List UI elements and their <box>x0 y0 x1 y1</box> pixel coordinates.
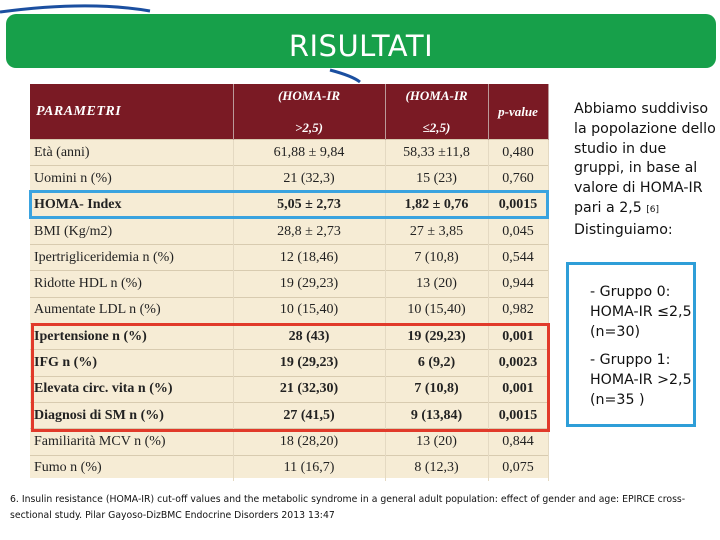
row-group1-value: 18 (28,20) <box>233 429 385 455</box>
row-group1-value: 61,88 ± 9,84 <box>233 140 385 166</box>
row-pvalue: 0,0023 <box>488 350 548 376</box>
row-pvalue: 0,480 <box>488 140 548 166</box>
row-parametro: Diagnosi di SM n (%) <box>30 402 233 428</box>
row-group0-value: 10 (15,40) <box>385 297 488 323</box>
reference-marker: [6] <box>646 204 660 215</box>
table-row <box>30 429 548 455</box>
row-group0-value: 58,33 ±11,8 <box>385 140 488 166</box>
table-row <box>30 245 548 271</box>
side-description-main: Abbiamo suddiviso la popolazione dello studio in due gruppi, in base al valore di HOMA-IR pari a 2,5 <box>574 101 716 216</box>
side-description <box>574 100 720 241</box>
row-parametro: HOMA- Index <box>30 192 233 218</box>
row-group0-value: 15 (23) <box>385 166 488 192</box>
row-parametro: Aumentate LDL n (%) <box>30 297 233 323</box>
row-pvalue: 0,544 <box>488 245 548 271</box>
row-group1-value: 5,05 ± 2,73 <box>233 192 385 218</box>
row-pvalue: 0,0015 <box>488 402 548 428</box>
row-group0-value: 27 ± 3,85 <box>385 218 488 244</box>
table-row <box>30 297 548 323</box>
slide-title: RISULTATI <box>288 29 434 63</box>
table-row <box>30 271 548 297</box>
row-group1-value: 19 (29,23) <box>233 271 385 297</box>
row-parametro: IFG n (%) <box>30 350 233 376</box>
table-row <box>30 455 548 481</box>
row-pvalue: 0,844 <box>488 429 548 455</box>
header-group0: (HOMA-IR ≤2,5) <box>385 84 488 140</box>
row-pvalue: 0,0015 <box>488 192 548 218</box>
row-pvalue: 0,944 <box>488 271 548 297</box>
group0-definition: - Gruppo 0: HOMA-IR ≤2,5 (n=30) <box>590 284 692 340</box>
row-pvalue: 0,001 <box>488 376 548 402</box>
footnote-reference: 6. Insulin resistance (HOMA-IR) cut-off values and the metabolic syndrome in a general adult population: effect of gender and age: EPIRCE cross-sectional study. Pilar Gayoso-DizBMC Endocrine Disorders 2013 13:47 <box>10 494 686 521</box>
row-pvalue: 0,075 <box>488 455 548 481</box>
homa-row-highlight <box>29 190 549 219</box>
row-parametro: Uomini n (%) <box>30 166 233 192</box>
group-definitions <box>590 283 716 420</box>
row-group1-value: 28,8 ± 2,73 <box>233 218 385 244</box>
group1-definition: - Gruppo 1: HOMA-IR >2,5 (n=35 ) <box>590 352 692 408</box>
row-group0-value: 6 (9,2) <box>385 350 488 376</box>
row-pvalue: 0,001 <box>488 324 548 350</box>
distinguish-label: Distinguiamo: <box>574 221 673 238</box>
row-parametro: Ipertrigliceridemia n (%) <box>30 245 233 271</box>
row-parametro: BMI (Kg/m2) <box>30 218 233 244</box>
header-parametri: PARAMETRI <box>30 84 233 140</box>
table-header-row <box>30 84 548 140</box>
header-pvalue: p-value <box>488 84 548 140</box>
row-pvalue: 0,982 <box>488 297 548 323</box>
row-group1-value: 28 (43) <box>233 324 385 350</box>
row-parametro: Familiarità MCV n (%) <box>30 429 233 455</box>
row-group0-value: 9 (13,84) <box>385 402 488 428</box>
row-group0-value: 1,82 ± 0,76 <box>385 192 488 218</box>
row-parametro: Elevata circ. vita n (%) <box>30 376 233 402</box>
row-parametro: Età (anni) <box>30 140 233 166</box>
title-bar <box>6 14 716 68</box>
row-group0-value: 8 (12,3) <box>385 455 488 481</box>
row-group1-value: 12 (18,46) <box>233 245 385 271</box>
header-group1: (HOMA-IR >2,5) <box>233 84 385 140</box>
row-group1-value: 21 (32,30) <box>233 376 385 402</box>
row-group1-value: 10 (15,40) <box>233 297 385 323</box>
table-row <box>30 140 548 166</box>
row-group1-value: 27 (41,5) <box>233 402 385 428</box>
row-pvalue: 0,045 <box>488 218 548 244</box>
row-group0-value: 7 (10,8) <box>385 245 488 271</box>
row-group0-value: 7 (10,8) <box>385 376 488 402</box>
table-row <box>30 166 548 192</box>
row-parametro: Ipertensione n (%) <box>30 324 233 350</box>
row-parametro: Ridotte HDL n (%) <box>30 271 233 297</box>
row-group0-value: 13 (20) <box>385 429 488 455</box>
row-group0-value: 19 (29,23) <box>385 324 488 350</box>
row-group1-value: 21 (32,3) <box>233 166 385 192</box>
table-row <box>30 218 548 244</box>
row-pvalue: 0,760 <box>488 166 548 192</box>
row-group0-value: 13 (20) <box>385 271 488 297</box>
row-group1-value: 19 (29,23) <box>233 350 385 376</box>
row-parametro: Fumo n (%) <box>30 455 233 481</box>
significant-rows-highlight <box>31 323 550 432</box>
row-group1-value: 11 (16,7) <box>233 455 385 481</box>
